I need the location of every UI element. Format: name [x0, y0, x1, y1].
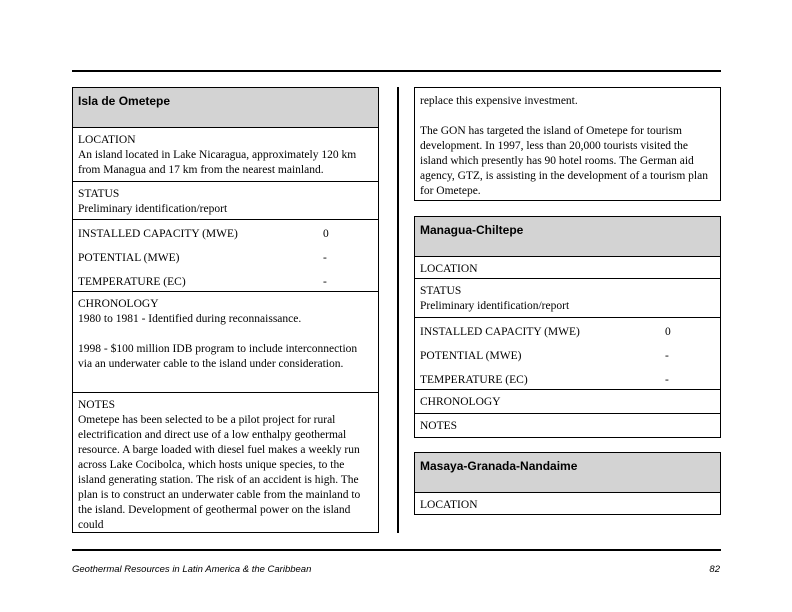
top-rule	[72, 70, 721, 72]
ometepe-location-label: LOCATION	[78, 134, 136, 146]
ometepe-chronology-label: CHRONOLOGY	[78, 298, 159, 310]
continuation-text	[415, 88, 720, 202]
ometepe-location-section	[73, 128, 378, 182]
managua-temperature-value: -	[665, 374, 669, 386]
masaya-location-label: LOCATION	[420, 499, 478, 511]
column-divider	[397, 87, 399, 533]
managua-potential-label: POTENTIAL (MWE)	[420, 350, 522, 362]
masaya-title: Masaya-Granada-Nandaime	[415, 453, 720, 493]
continuation-line: replace this expensive investment.	[420, 95, 578, 107]
managua-notes-section	[415, 414, 720, 436]
managua-status-label: STATUS	[420, 285, 462, 297]
ometepe-capacity-value: 0	[323, 228, 329, 240]
ometepe-chronology-section	[73, 292, 378, 393]
managua-temperature-row	[420, 373, 715, 388]
ometepe-chronology-item: 1998 - $100 million IDB program to include interconnection via an underwater cable to the island under consideration.	[78, 343, 358, 370]
managua-location-label: LOCATION	[420, 263, 478, 275]
managua-potential-value: -	[665, 350, 669, 362]
managua-box	[414, 216, 721, 438]
ometepe-status-text: Preliminary identification/report	[78, 203, 228, 215]
ometepe-potential-label: POTENTIAL (MWE)	[78, 252, 180, 264]
managua-potential-row	[420, 349, 715, 364]
ometepe-potential-value: -	[323, 252, 327, 264]
ometepe-chronology-item: 1980 to 1981 - Identified during reconnaissance.	[78, 313, 302, 325]
ometepe-status-section	[73, 182, 378, 220]
managua-status-text: Preliminary identification/report	[420, 300, 570, 312]
masaya-location-section	[415, 493, 720, 514]
managua-capacity-label: INSTALLED CAPACITY (MWE)	[420, 326, 580, 338]
managua-temperature-label: TEMPERATURE (ЕC)	[420, 374, 528, 386]
ometepe-temperature-value: -	[323, 276, 327, 288]
continuation-paragraph: The GON has targeted the island of Ometepe for tourism development. In 1997, less than 20,000 tourists visited the island which presently has 90 hotel rooms. The German aid agency, GTZ, is assisting in the development of a tourism plan for Ometepe.	[420, 125, 708, 197]
managua-chronology-label: CHRONOLOGY	[420, 396, 501, 408]
ometepe-notes-text: Ometepe has been selected to be a pilot project for rural electrification and direct use of a low enthalpy geothermal resource. A barge loaded with diesel fuel makes a weekly run across Lake Cocibolca, which hosts unique species, to the island generating station. The risk of an accident is high. The plan is to construct an underwater cable from the mainland to the island. Development of geothermal power on the island could	[78, 414, 361, 531]
ometepe-potential-row	[78, 251, 373, 266]
ometepe-values-section	[73, 220, 378, 292]
managua-status-section	[415, 279, 720, 318]
managua-capacity-value: 0	[665, 326, 671, 338]
ometepe-notes-label: NOTES	[78, 399, 116, 411]
ometepe-temperature-label: TEMPERATURE (ЕC)	[78, 276, 186, 288]
managua-capacity-row	[420, 325, 715, 340]
page-number: 82	[709, 564, 720, 575]
ometepe-notes-section	[73, 393, 378, 532]
masaya-box	[414, 452, 721, 515]
bottom-rule	[72, 549, 721, 551]
managua-chronology-section	[415, 390, 720, 414]
ometepe-title: Isla de Ometepe	[73, 88, 378, 128]
ometepe-temperature-row	[78, 275, 373, 290]
ometepe-status-label: STATUS	[78, 188, 120, 200]
ometepe-capacity-label: INSTALLED CAPACITY (MWE)	[78, 228, 238, 240]
managua-title: Managua-Chiltepe	[415, 217, 720, 257]
managua-location-section	[415, 257, 720, 279]
ometepe-continuation-box	[414, 87, 721, 201]
ometepe-capacity-row	[78, 227, 373, 242]
managua-values-section	[415, 318, 720, 390]
footer-title: Geothermal Resources in Latin America & the Caribbean	[72, 564, 312, 575]
managua-notes-label: NOTES	[420, 420, 458, 432]
ometepe-location-text: An island located in Lake Nicaragua, approximately 120 km from Managua and 17 km from the nearest mainland.	[78, 149, 357, 176]
ometepe-box	[72, 87, 379, 533]
